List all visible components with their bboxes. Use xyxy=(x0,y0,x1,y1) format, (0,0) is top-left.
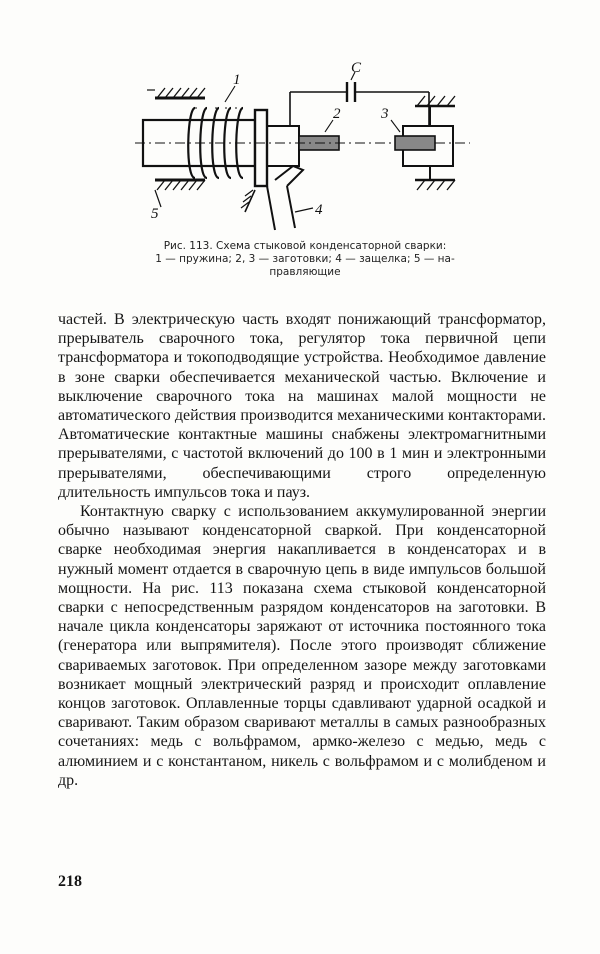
label-latch: 4 xyxy=(315,202,323,218)
label-workpiece-3: 3 xyxy=(381,106,389,122)
welding-scheme-figure xyxy=(125,62,485,242)
caption-title: Рис. 113. Схема стыковой конденсаторной сварки: xyxy=(163,240,447,252)
page-number: 218 xyxy=(58,873,82,890)
body-text xyxy=(58,310,546,790)
paragraph-1: частей. В электрическую часть входят понижающий трансформатор, прерыватель сварочного тока, регулятор тока первичной цепи трансформатора и токоподводящие устройства. Необходимое давление в зоне сварки обеспечивается механической частью. Включение и выключение сварочного тока на машинах малой мощности не автоматического действия производится механическими контакторами. Автоматические контактные машины снабжены электромагнитными прерывателями, с частотой включений до 100 в 1 мин и электронными прерывателями, обеспечивающими строго определенную длительность импульсов тока и пауз. xyxy=(58,311,546,501)
label-capacitor: C xyxy=(351,62,362,76)
welding-scheme-diagram xyxy=(125,62,485,242)
caption-legend-line1: 1 — пружина; 2, 3 — заготовки; 4 — защелка; 5 — на- xyxy=(155,253,455,265)
figure-caption xyxy=(100,240,510,279)
label-workpiece-2: 2 xyxy=(333,106,341,122)
paragraph-2: Контактную сварку с использованием аккумулированной энергии обычно называют конденсаторной сваркой. При конденсаторной сварке необходимая энергия накапливается в конденсаторах и в нужный момент отдается в сварочную цепь в виде импульсов большой мощности. На рис. 113 показана схема стыковой конденсаторной сварки с непосредственным разрядом конденсаторов на заготовки. В начале цикла конденсаторы заряжают от источника постоянного тока (генератора или выпрямителя). После этого производят сближение свариваемых заготовок. При определенном зазоре между заготовками возникает мощный электрический разряд и происходит оплавление концов заготовок. Оплавленные торцы сдавливают ударной осадкой и сваривают. Таким образом сваривают металлы в самых разнообразных сочетаниях: медь с вольфрамом, армко-железо с медью, медь с алюминием и с константаном, никель с вольфрамом и с молибденом и др. xyxy=(58,503,546,789)
label-guides: 5 xyxy=(151,206,159,222)
caption-legend-line2: правляющие xyxy=(269,266,341,278)
label-spring: 1 xyxy=(233,72,241,88)
